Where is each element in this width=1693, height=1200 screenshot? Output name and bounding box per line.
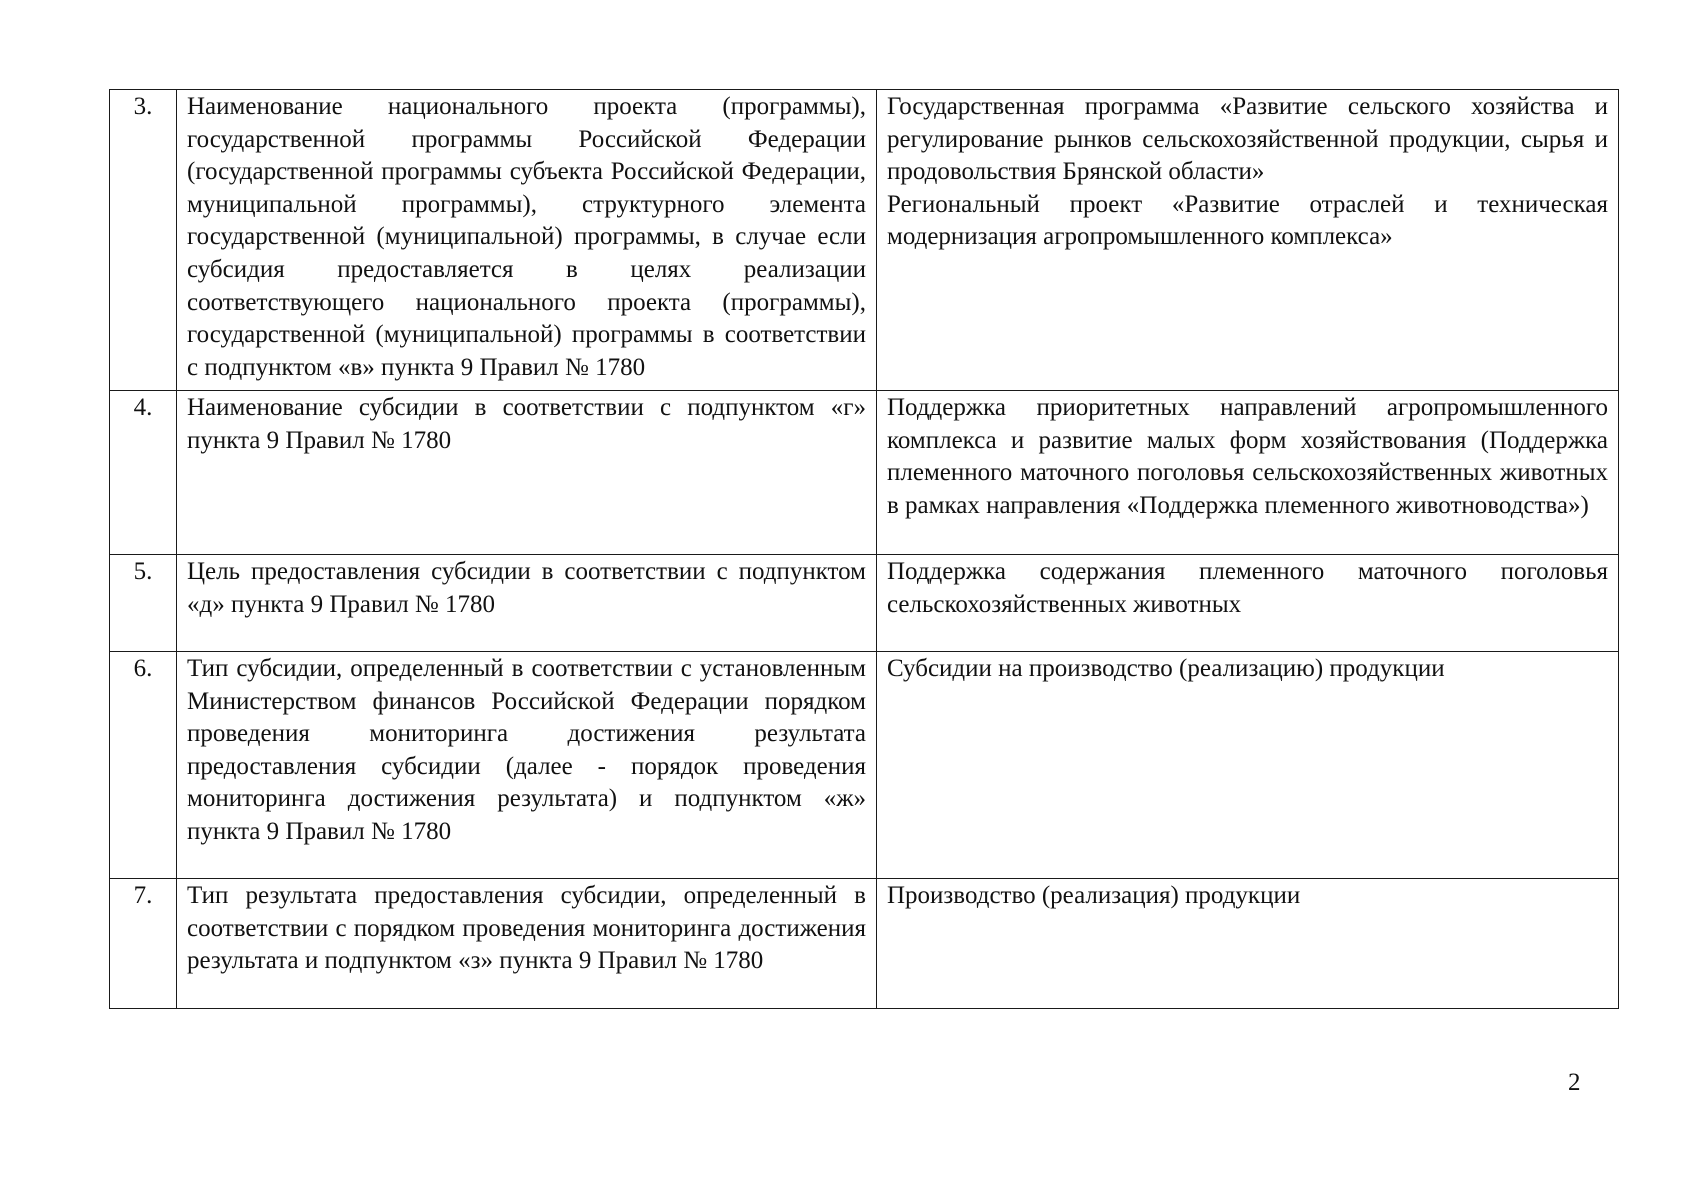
row-value-text: Региональный проект «Развитие отраслей и техническая модернизация агропромышленного комплекса» [887,190,1608,251]
table-row [110,652,1619,879]
row-value-text: Поддержка содержания племенного маточного поголовья сельскохозяйственных животных [887,558,1608,618]
row-label: Цель предоставления субсидии в соответствии с подпунктом «д» пункта 9 Правил № 1780 [177,555,877,652]
row-value-text: Производство (реализация) продукции [887,882,1301,909]
row-number: 3. [110,90,177,391]
row-value [877,555,1619,652]
row-number: 4. [110,391,177,555]
row-number: 6. [110,652,177,879]
row-value [877,879,1619,1009]
requirements-table [109,89,1619,1009]
row-label: Наименование национального проекта (программы), государственной программы Российской Федерации (государственной программы субъекта Российской Федерации, муниципальной программы), структурного элемента государственной (муниципальной) программы, в случае если субсидия предоставляется в целях реализации соответствующего национального проекта (программы), государственной (муниципальной) программы в соответствии с подпунктом «в» пункта 9 Правил № 1780 [177,90,877,391]
row-value-text: Поддержка приоритетных направлений агропромышленного комплекса и развитие малых форм хозяйствования (Поддержка племенного маточного поголовья сельскохозяйственных животных в рамках направления «Поддержка племенного животноводства») [887,394,1608,519]
row-value-text: Субсидии на производство (реализацию) продукции [887,655,1445,682]
table-row [110,90,1619,391]
row-label: Тип субсидии, определенный в соответствии с установленным Министерством финансов Российской Федерации порядком проведения мониторинга достижения результата предоставления субсидии (далее - порядок проведения мониторинга достижения результата) и подпунктом «ж» пункта 9 Правил № 1780 [177,652,877,879]
row-value [877,391,1619,555]
row-number: 5. [110,555,177,652]
row-value [877,652,1619,879]
row-value [877,90,1619,391]
table-row [110,391,1619,555]
row-value-text: Государственная программа «Развитие сельского хозяйства и регулирование рынков сельскохозяйственной продукции, сырья и продовольствия Брянской области» [887,93,1608,186]
row-label: Наименование субсидии в соответствии с подпунктом «г» пункта 9 Правил № 1780 [177,391,877,555]
table-row [110,555,1619,652]
row-label: Тип результата предоставления субсидии, определенный в соответствии с порядком проведения мониторинга достижения результата и подпунктом «з» пункта 9 Правил № 1780 [177,879,877,1009]
row-number: 7. [110,879,177,1009]
table-row [110,879,1619,1009]
page-number: 2 [1568,1069,1581,1096]
